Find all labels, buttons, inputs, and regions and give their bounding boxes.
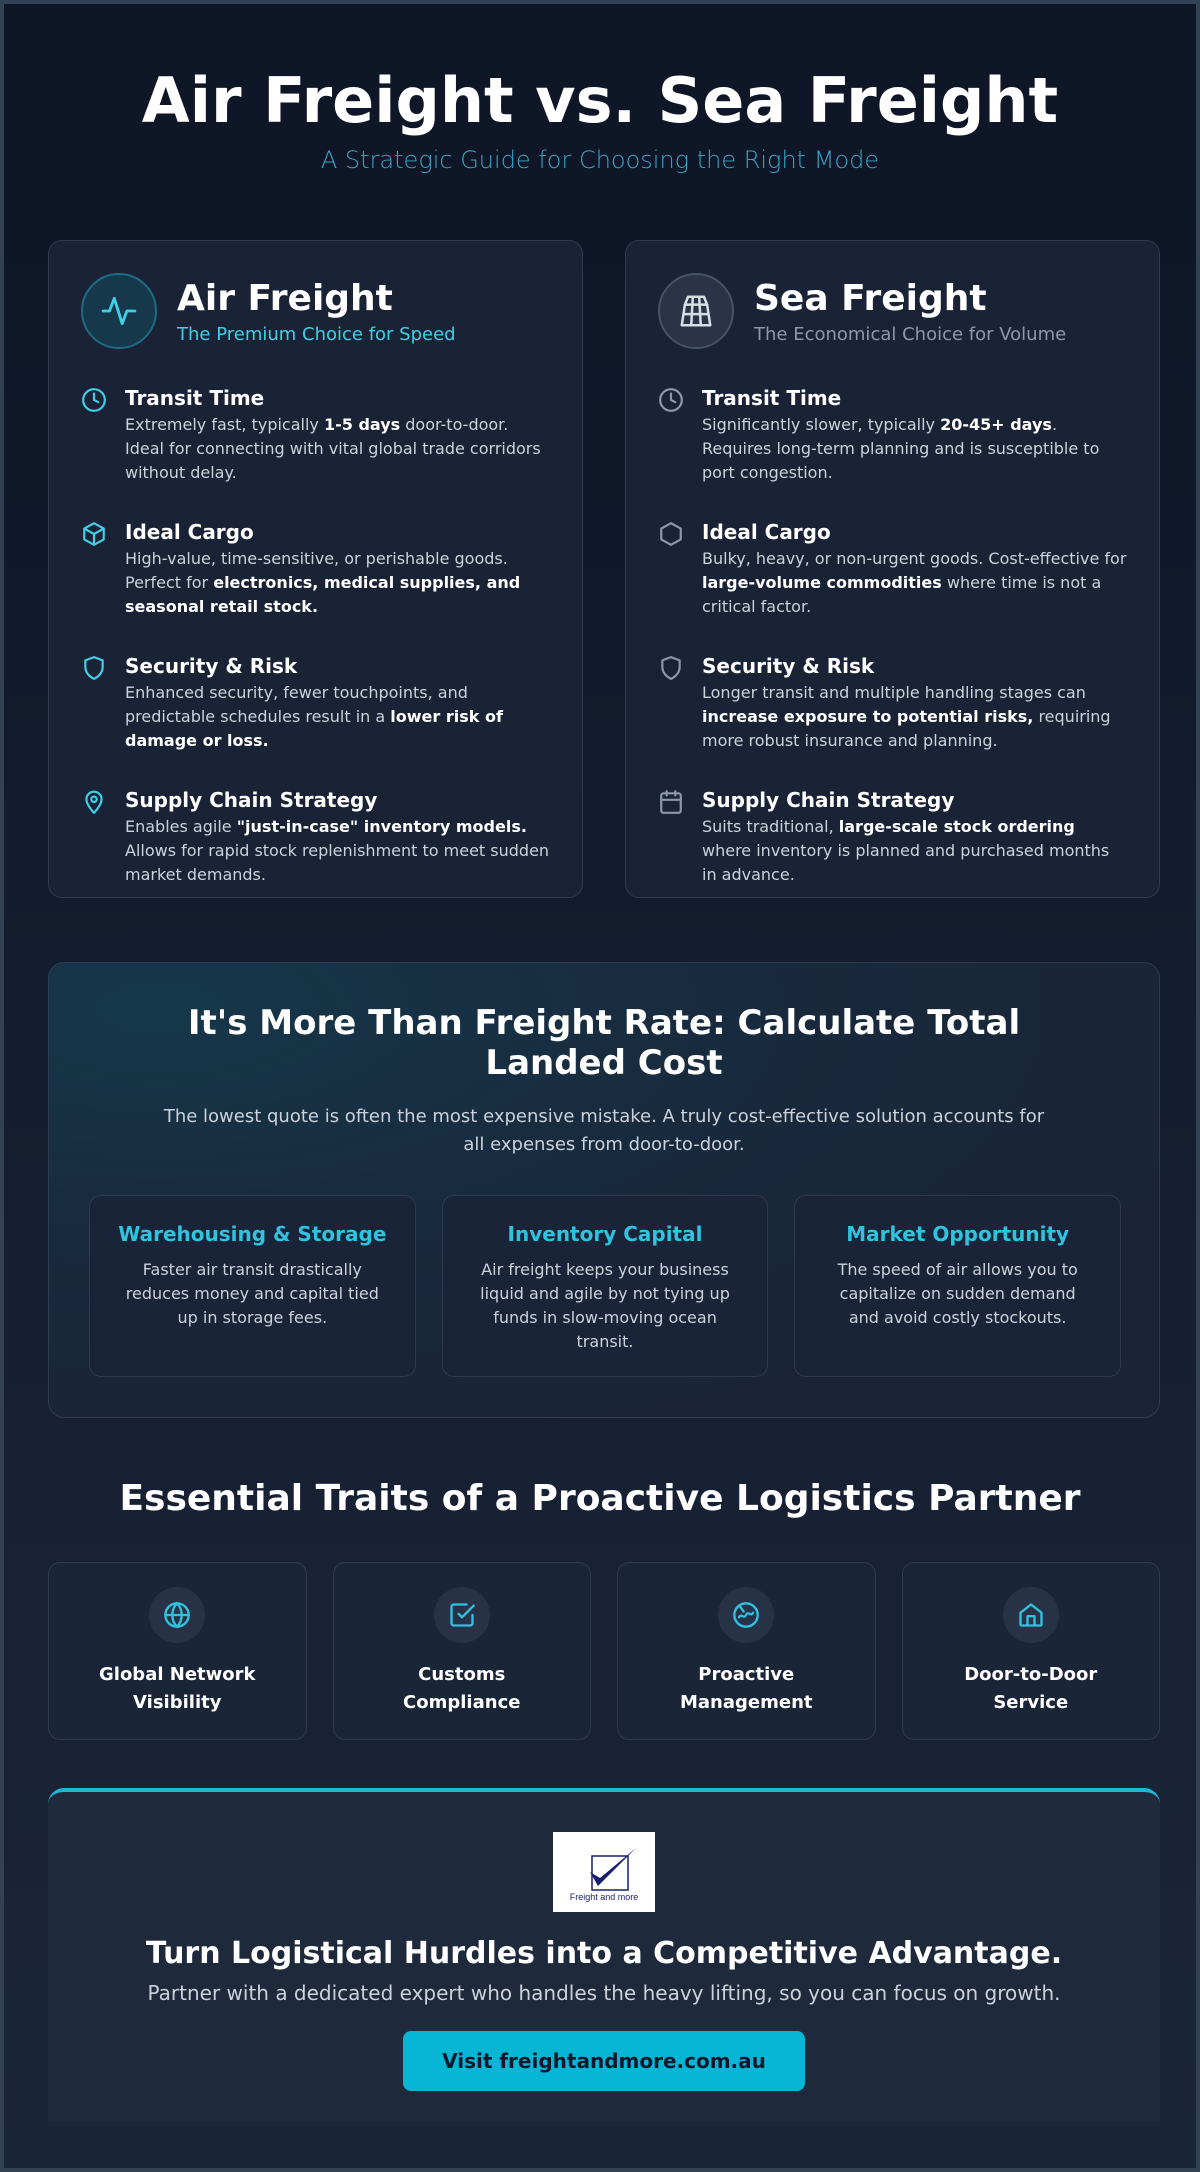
cta-title: Turn Logistical Hurdles into a Competitive Advantage. [145, 1936, 1063, 1971]
feature-title: Supply Chain Strategy [125, 788, 378, 812]
clock-icon [658, 385, 688, 485]
landed-cost-lede: The lowest quote is often the most expensive mistake. A truly cost-effective solution accounts for all expenses from door-to-door. [163, 1106, 1045, 1155]
sea-freight-header [658, 273, 1127, 349]
air-freight-header [81, 273, 550, 349]
sea-feature-transit [658, 385, 1127, 485]
check-square-icon [434, 1587, 490, 1643]
landed-cost-title: It's More Than Freight Rate: Calculate Total Landed Cost [187, 1003, 1021, 1083]
trait-door-to-door [902, 1562, 1161, 1740]
feature-title: Security & Risk [125, 654, 298, 678]
feature-text: Longer transit and multiple handling stages can increase exposure to potential risks, requiring more robust insurance and planning. [702, 683, 1111, 750]
sea-feature-security [658, 653, 1127, 753]
sea-freight-title: Sea Freight [754, 277, 987, 319]
feature-text: Extremely fast, typically 1-5 days door-to-door. Ideal for connecting with vital global trade corridors without delay. [125, 415, 541, 482]
trait-proactive [617, 1562, 876, 1740]
header [4, 64, 1196, 174]
feature-title: Supply Chain Strategy [702, 788, 955, 812]
air-feature-transit [81, 385, 550, 485]
sea-freight-tagline: The Economical Choice for Volume [754, 323, 1067, 345]
gauge-icon [718, 1587, 774, 1643]
box-icon [81, 519, 111, 619]
air-feature-cargo [81, 519, 550, 619]
trait-customs [333, 1562, 592, 1740]
feature-title: Ideal Cargo [702, 520, 831, 544]
comparison-section [48, 240, 1160, 898]
trait-label: Global Network Visibility [99, 1664, 256, 1713]
sea-feature-strategy [658, 787, 1127, 887]
feature-text: Bulky, heavy, or non-urgent goods. Cost-effective for large-volume commodities where time is not a critical factor. [702, 549, 1127, 616]
cost-card-inventory [442, 1195, 769, 1377]
sea-freight-card [625, 240, 1160, 898]
shield-icon [658, 653, 688, 753]
feature-title: Security & Risk [702, 654, 875, 678]
shield-icon [81, 653, 111, 753]
globe-icon [149, 1587, 205, 1643]
logo-check-icon [566, 1842, 642, 1896]
traits-row [48, 1562, 1160, 1740]
cost-card-warehousing [89, 1195, 416, 1377]
company-logo [553, 1832, 655, 1912]
cost-card-title: Market Opportunity [846, 1222, 1070, 1246]
cta-section [48, 1788, 1160, 2122]
feature-text: Significantly slower, typically 20-45+ days. Requires long-term planning and is susceptible to port congestion. [702, 415, 1100, 482]
feature-text: Enhanced security, fewer touchpoints, and predictable schedules result in a lower risk of damage or loss. [125, 683, 503, 750]
trait-label: Door-to-Door Service [964, 1664, 1098, 1713]
visit-website-button[interactable]: Visit freightandmore.com.au [403, 2031, 805, 2091]
feature-text: Suits traditional, large-scale stock ordering where inventory is planned and purchased months in advance. [702, 817, 1110, 884]
air-freight-tagline: The Premium Choice for Speed [177, 323, 456, 345]
cost-card-text: The speed of air allows you to capitalize on sudden demand and avoid costly stockouts. [837, 1260, 1078, 1327]
trait-global-network [48, 1562, 307, 1740]
feature-text: Enables agile "just-in-case" inventory models. Allows for rapid stock replenishment to meet sudden market demands. [125, 817, 550, 884]
cost-card-market [794, 1195, 1121, 1377]
air-freight-title: Air Freight [177, 277, 393, 319]
feature-title: Transit Time [125, 386, 265, 410]
air-feature-strategy [81, 787, 550, 887]
clock-icon [81, 385, 111, 485]
calendar-icon [658, 787, 688, 887]
home-icon [1003, 1587, 1059, 1643]
cost-card-title: Warehousing & Storage [118, 1222, 387, 1246]
feature-title: Transit Time [702, 386, 842, 410]
page-subtitle: A Strategic Guide for Choosing the Right Mode [320, 146, 880, 174]
map-pin-icon [81, 787, 111, 887]
page-title: Air Freight vs. Sea Freight [141, 64, 1059, 137]
container-icon [658, 273, 734, 349]
hexagon-icon [658, 519, 688, 619]
logo-text: Freight and more [569, 1892, 639, 1902]
air-feature-security [81, 653, 550, 753]
air-freight-card [48, 240, 583, 898]
traits-title: Essential Traits of a Proactive Logistics Partner [119, 1478, 1081, 1519]
cost-cards [89, 1195, 1121, 1377]
feature-text: High-value, time-sensitive, or perishable goods. Perfect for electronics, medical supplies, and seasonal retail stock. [125, 549, 521, 616]
cost-card-text: Faster air transit drastically reduces money and capital tied up in storage fees. [125, 1260, 379, 1327]
feature-title: Ideal Cargo [125, 520, 254, 544]
activity-pulse-icon [81, 273, 157, 349]
landed-cost-section [48, 962, 1160, 1418]
cta-text: Partner with a dedicated expert who handles the heavy lifting, so you can focus on growth. [147, 1981, 1061, 2005]
cost-card-text: Air freight keeps your business liquid and agile by not tying up funds in slow-moving ocean transit. [480, 1260, 730, 1351]
trait-label: Proactive Management [680, 1664, 813, 1713]
cost-card-title: Inventory Capital [507, 1222, 703, 1246]
sea-feature-cargo [658, 519, 1127, 619]
trait-label: Customs Compliance [403, 1664, 521, 1713]
